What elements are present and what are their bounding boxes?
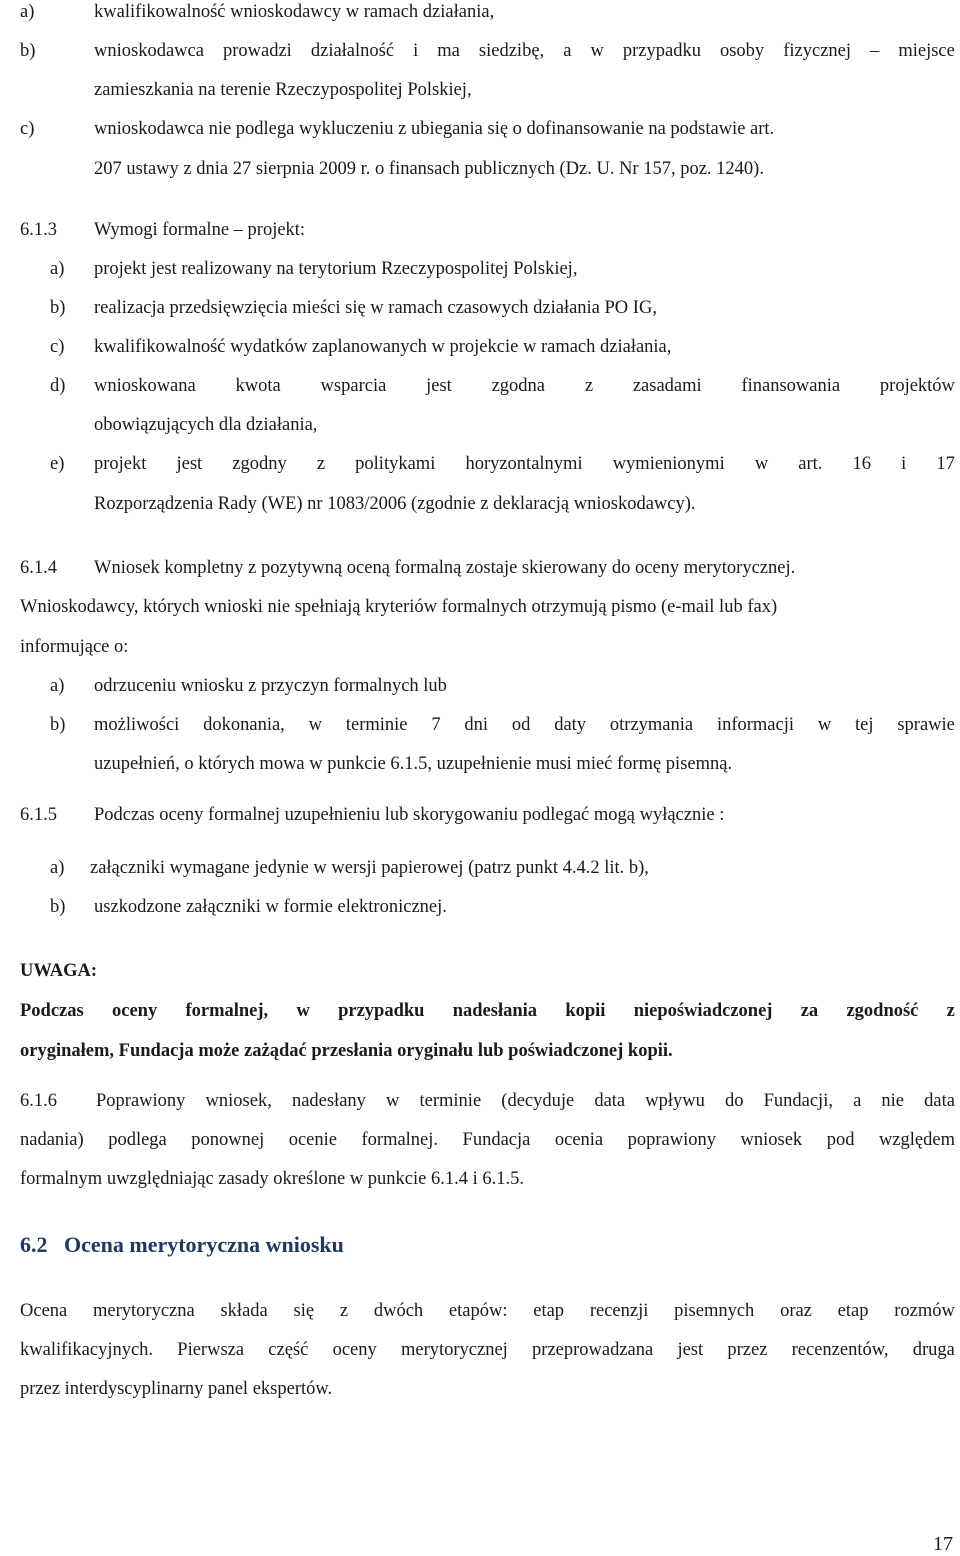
paragraph-line: nadania) podlega ponownej ocenie formalnej. Fundacja ocenia poprawiony wniosek pod względem	[20, 1130, 955, 1150]
list-item-text: projekt jest realizowany na terytorium Rzeczypospolitej Polskiej,	[94, 259, 578, 279]
list-label: b)	[50, 298, 66, 318]
section-title: Wymogi formalne – projekt:	[94, 220, 306, 240]
page-number: 17	[933, 1533, 953, 1555]
list-label: c)	[20, 119, 35, 139]
paragraph-line: kwalifikacyjnych. Pierwsza część oceny merytorycznej przeprowadzana jest przez recenzentów, druga	[20, 1340, 955, 1360]
list-item-text: uszkodzone załączniki w formie elektronicznej.	[94, 897, 447, 917]
list-label: a)	[50, 676, 65, 696]
note-line: Podczas oceny formalnej, w przypadku nadesłania kopii niepoświadczonej za zgodność z	[20, 1001, 955, 1021]
list-item-text: kwalifikowalność wydatków zaplanowanych w projekcie w ramach działania,	[94, 337, 672, 357]
paragraph-line: informujące o:	[20, 637, 129, 657]
section-title: Podczas oceny formalnej uzupełnieniu lub skorygowaniu podlegać mogą wyłącznie :	[94, 805, 725, 825]
list-item-text: projekt jest zgodny z politykami horyzontalnymi wymienionymi w art. 16 i 17	[94, 454, 955, 474]
paragraph-line: Ocena merytoryczna składa się z dwóch etapów: etap recenzji pisemnych oraz etap rozmów	[20, 1301, 955, 1321]
list-item-text: wnioskodawca prowadzi działalność i ma siedzibę, a w przypadku osoby fizycznej – miejsce	[94, 41, 955, 61]
paragraph-line: Poprawiony wniosek, nadesłany w terminie (decyduje data wpływu do Fundacji, a nie data	[96, 1091, 955, 1111]
list-label: e)	[50, 454, 65, 474]
list-item-text: wnioskodawca nie podlega wykluczeniu z ubiegania się o dofinansowanie na podstawie art.	[94, 119, 775, 139]
list-item-text: załączniki wymagane jedynie w wersji papierowej (patrz punkt 4.4.2 lit. b),	[90, 858, 649, 878]
paragraph-line: Wnioskodawcy, których wnioski nie spełniają kryteriów formalnych otrzymują pismo (e-mail lub fax)	[20, 597, 778, 617]
list-item-text-cont: obowiązujących dla działania,	[94, 415, 318, 435]
list-label: b)	[50, 715, 66, 735]
section-number: 6.1.5	[20, 805, 57, 825]
list-item-text: wnioskowana kwota wsparcia jest zgodna z zasadami finansowania projektów	[94, 376, 955, 396]
note-line: oryginałem, Fundacja może zażądać przesłania oryginału lub poświadczonej kopii.	[20, 1041, 673, 1061]
section-number: 6.1.3	[20, 220, 57, 240]
list-label: a)	[20, 2, 35, 22]
heading-number: 6.2	[20, 1232, 48, 1257]
note-heading: UWAGA:	[20, 961, 98, 981]
list-label: c)	[50, 337, 65, 357]
list-label: b)	[20, 41, 36, 61]
list-label: b)	[50, 897, 66, 917]
list-item-text-cont: 207 ustawy z dnia 27 sierpnia 2009 r. o finansach publicznych (Dz. U. Nr 157, poz. 1240).	[94, 159, 764, 179]
section-number: 6.1.4	[20, 558, 57, 578]
list-item-text: realizacja przedsięwzięcia mieści się w ramach czasowych działania PO IG,	[94, 298, 657, 318]
list-label: d)	[50, 376, 66, 396]
paragraph-line: Wniosek kompletny z pozytywną oceną formalną zostaje skierowany do oceny merytorycznej.	[94, 558, 796, 578]
paragraph-line: przez interdyscyplinarny panel ekspertów.	[20, 1379, 333, 1399]
paragraph-line: formalnym uwzględniając zasady określone w punkcie 6.1.4 i 6.1.5.	[20, 1169, 524, 1189]
list-label: a)	[50, 858, 65, 878]
list-item-text: odrzuceniu wniosku z przyczyn formalnych lub	[94, 676, 447, 696]
list-item-text: kwalifikowalność wnioskodawcy w ramach działania,	[94, 2, 495, 22]
list-label: a)	[50, 259, 65, 279]
section-number: 6.1.6	[20, 1091, 57, 1111]
list-item-text: możliwości dokonania, w terminie 7 dni od daty otrzymania informacji w tej sprawie	[94, 715, 955, 735]
list-item-text-cont: zamieszkania na terenie Rzeczypospolitej Polskiej,	[94, 80, 472, 100]
list-item-text-cont: uzupełnień, o których mowa w punkcie 6.1.5, uzupełnienie musi mieć formę pisemną.	[94, 754, 733, 774]
heading-title: Ocena merytoryczna wniosku	[64, 1232, 344, 1257]
list-item-text-cont: Rozporządzenia Rady (WE) nr 1083/2006 (zgodnie z deklaracją wnioskodawcy).	[94, 494, 696, 514]
